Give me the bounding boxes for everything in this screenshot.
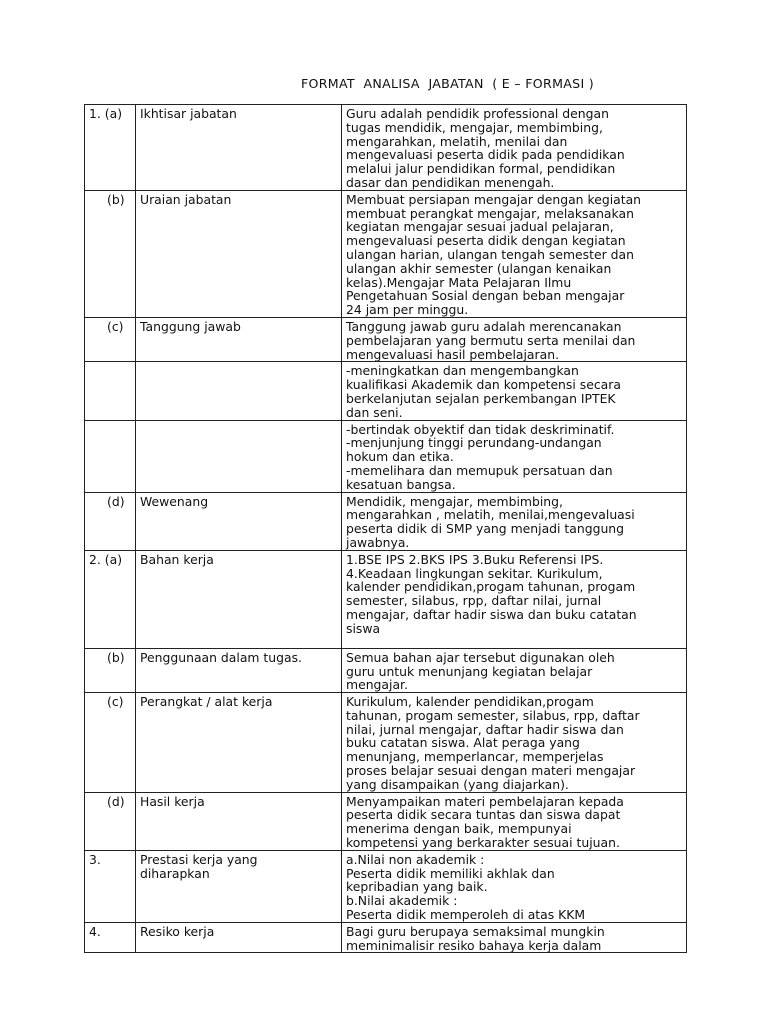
row-number: 1. (a) <box>85 105 136 191</box>
row-number: (c) <box>85 317 136 361</box>
table-row <box>85 850 687 922</box>
row-number: 4. <box>85 922 136 953</box>
row-description: Bagi guru berupaya semaksimal mungkin meminimalisir resiko bahaya kerja dalam <box>342 922 687 953</box>
table-row <box>85 105 687 191</box>
row-description: Membuat persiapan mengajar dengan kegiatan membuat perangkat mengajar, melaksanakan kegiatan mengajar sesuai jadual pelajaran, mengevaluasi peserta didik dengan kegiatan ulangan harian, ulangan tengah semester dan ulangan akhir semester (ulangan kenaikan kelas).Mengajar Mata Pelajaran Ilmu Pengetahuan Sosial dengan beban mengajar 24 jam per minggu. <box>342 190 687 317</box>
table-row <box>85 792 687 850</box>
row-field: Wewenang <box>136 492 342 550</box>
table-row <box>85 693 687 793</box>
row-field: Ikhtisar jabatan <box>136 105 342 191</box>
row-field: Prestasi kerja yang diharapkan <box>136 850 342 922</box>
row-field <box>136 420 342 492</box>
table-row <box>85 317 687 361</box>
row-number: (b) <box>85 648 136 692</box>
job-analysis-table <box>84 104 687 953</box>
row-field: Resiko kerja <box>136 922 342 953</box>
row-field: Perangkat / alat kerja <box>136 693 342 793</box>
row-number: 3. <box>85 850 136 922</box>
row-field: Uraian jabatan <box>136 190 342 317</box>
table-row <box>85 420 687 492</box>
row-number <box>85 362 136 420</box>
row-number: (b) <box>85 190 136 317</box>
row-number: (d) <box>85 792 136 850</box>
row-description: Tanggung jawab guru adalah merencanakan pembelajaran yang bermutu serta menilai dan mengevaluasi hasil pembelajaran. <box>342 317 687 361</box>
table-row <box>85 190 687 317</box>
row-field <box>136 362 342 420</box>
table-row <box>85 362 687 420</box>
row-description: -bertindak obyektif dan tidak deskriminatif. -menjunjung tinggi perundang-undangan hokum dan etika. -memelihara dan memupuk persatuan dan kesatuan bangsa. <box>342 420 687 492</box>
table-row <box>85 648 687 692</box>
row-description: a.Nilai non akademik : Peserta didik memiliki akhlak dan kepribadian yang baik. b.Nilai akademik : Peserta didik memperoleh di atas KKM <box>342 850 687 922</box>
row-field: Hasil kerja <box>136 792 342 850</box>
table-row <box>85 492 687 550</box>
row-description: Kurikulum, kalender pendidikan,progam tahunan, progam semester, silabus, rpp, daftar nilai, jurnal mengajar, daftar hadir siswa dan buku catatan siswa. Alat peraga yang menunjang, memperlancar, memperjelas proses belajar sesuai dengan materi mengajar yang disampaikan (yang diajarkan). <box>342 693 687 793</box>
row-field: Penggunaan dalam tugas. <box>136 648 342 692</box>
row-description: Guru adalah pendidik professional dengan tugas mendidik, mengajar, membimbing, mengarahkan, melatih, menilai dan mengevaluasi peserta didik pada pendidikan melalui jalur pendidikan formal, pendidikan dasar dan pendidikan menengah. <box>342 105 687 191</box>
row-description: Semua bahan ajar tersebut digunakan oleh guru untuk menunjang kegiatan belajar mengajar. <box>342 648 687 692</box>
table-row <box>85 922 687 953</box>
row-description: Menyampaikan materi pembelajaran kepada peserta didik secara tuntas dan siswa dapat menerima dengan baik, mempunyai kompetensi yang berkarakter sesuai tujuan. <box>342 792 687 850</box>
row-field: Tanggung jawab <box>136 317 342 361</box>
row-number: 2. (a) <box>85 550 136 648</box>
row-description: Mendidik, mengajar, membimbing, mengarahkan , melatih, menilai,mengevaluasi peserta didik di SMP yang menjadi tanggung jawabnya. <box>342 492 687 550</box>
row-number <box>85 420 136 492</box>
row-number: (d) <box>85 492 136 550</box>
row-description: -meningkatkan dan mengembangkan kualifikasi Akademik dan kompetensi secara berkelanjutan sejalan perkembangan IPTEK dan seni. <box>342 362 687 420</box>
row-field: Bahan kerja <box>136 550 342 648</box>
row-number: (c) <box>85 693 136 793</box>
document-title: FORMAT ANALISA JABATAN ( E – FORMASI ) <box>301 76 594 91</box>
table-row <box>85 550 687 648</box>
row-description: 1.BSE IPS 2.BKS IPS 3.Buku Referensi IPS. 4.Keadaan lingkungan sekitar. Kurikulum, kalender pendidikan,progam tahunan, progam semester, silabus, rpp, daftar nilai, jurnal mengajar, daftar hadir siswa dan buku catatan siswa <box>342 550 687 648</box>
